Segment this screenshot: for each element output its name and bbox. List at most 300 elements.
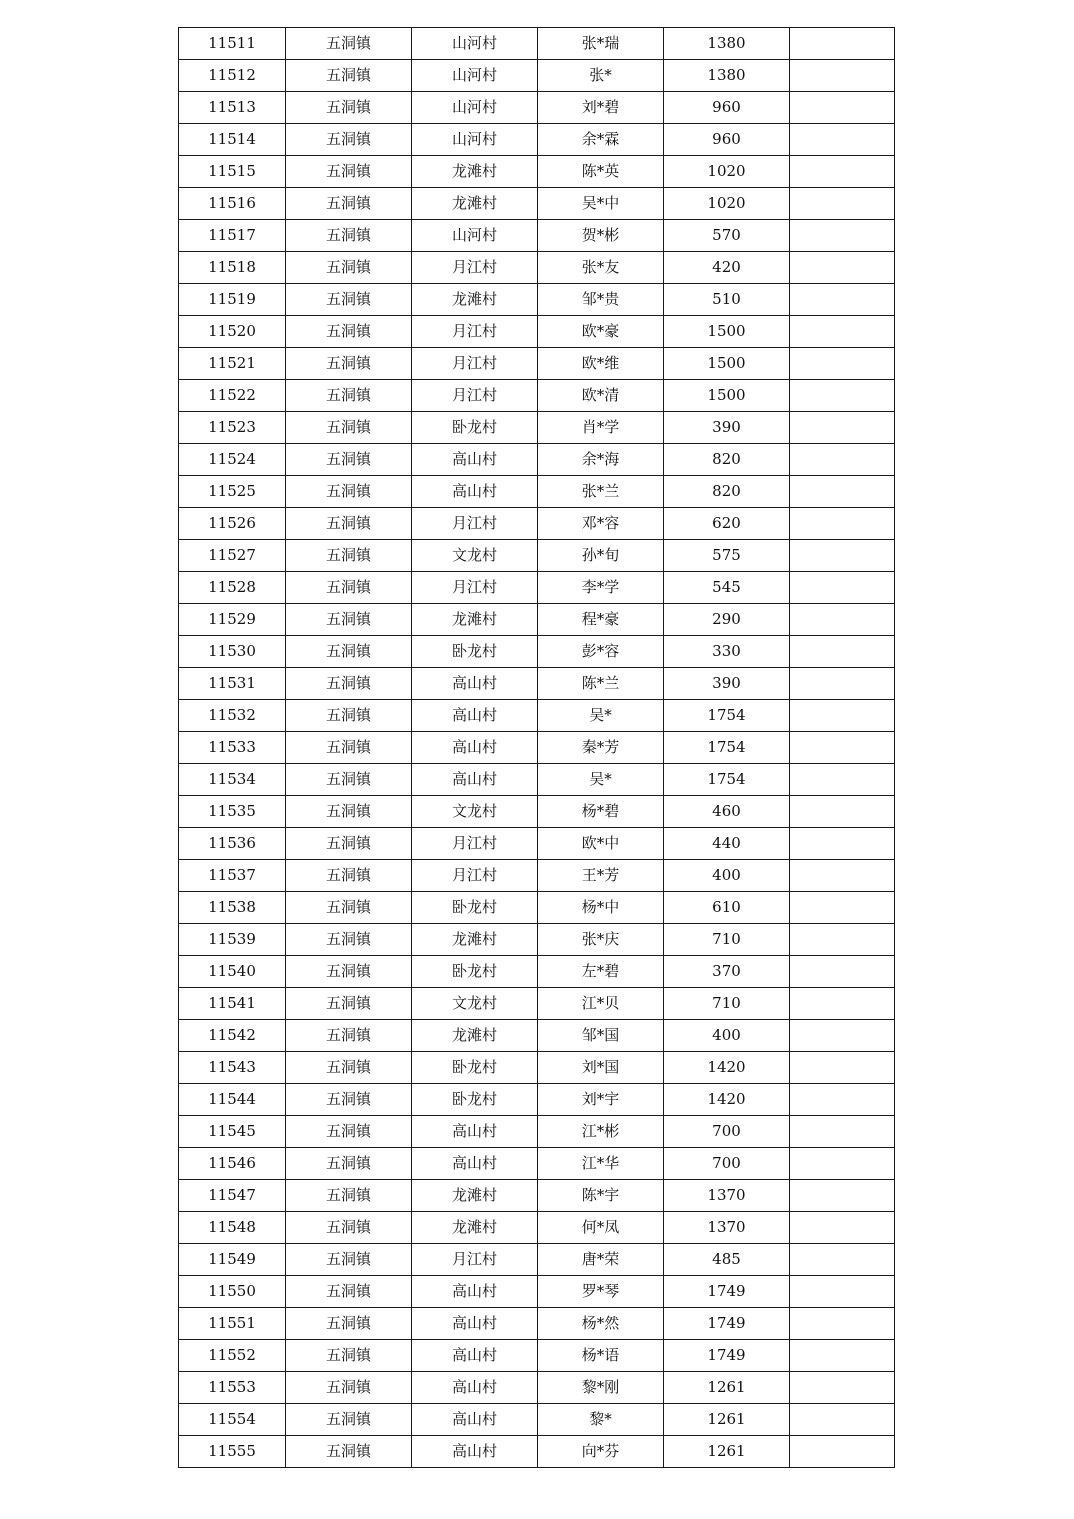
table-row [179,252,895,284]
table-row [179,1116,895,1148]
serial-number-cell: 11517 [179,220,286,252]
name-cell: 吴* [538,764,664,796]
village-cell: 高山村 [412,1436,538,1468]
village-cell: 高山村 [412,476,538,508]
name-cell: 黎*刚 [538,1372,664,1404]
serial-number-cell: 11551 [179,1308,286,1340]
town-cell: 五洞镇 [286,220,412,252]
remark-cell [790,1212,895,1244]
table-row [179,924,895,956]
remark-cell [790,988,895,1020]
name-cell: 张*友 [538,252,664,284]
serial-number-cell: 11545 [179,1116,286,1148]
town-cell: 五洞镇 [286,28,412,60]
table-row [179,860,895,892]
town-cell: 五洞镇 [286,380,412,412]
name-cell: 张*瑞 [538,28,664,60]
remark-cell [790,828,895,860]
table-row [179,444,895,476]
table-row [179,828,895,860]
village-cell: 龙滩村 [412,604,538,636]
table-row [179,316,895,348]
serial-number-cell: 11531 [179,668,286,700]
village-cell: 高山村 [412,1308,538,1340]
serial-number-cell: 11548 [179,1212,286,1244]
amount-cell: 1500 [664,380,790,412]
town-cell: 五洞镇 [286,476,412,508]
table-row [179,380,895,412]
name-cell: 欧*豪 [538,316,664,348]
amount-cell: 1370 [664,1212,790,1244]
name-cell: 邹*国 [538,1020,664,1052]
village-cell: 月江村 [412,252,538,284]
serial-number-cell: 11555 [179,1436,286,1468]
name-cell: 余*霖 [538,124,664,156]
name-cell: 肖*学 [538,412,664,444]
town-cell: 五洞镇 [286,60,412,92]
amount-cell: 710 [664,924,790,956]
village-cell: 月江村 [412,316,538,348]
serial-number-cell: 11527 [179,540,286,572]
village-cell: 高山村 [412,1148,538,1180]
roster-table [178,27,895,1468]
town-cell: 五洞镇 [286,1148,412,1180]
table-row [179,1148,895,1180]
village-cell: 月江村 [412,572,538,604]
table-row [179,348,895,380]
table-row [179,124,895,156]
town-cell: 五洞镇 [286,1084,412,1116]
village-cell: 高山村 [412,1404,538,1436]
amount-cell: 1020 [664,156,790,188]
village-cell: 月江村 [412,380,538,412]
name-cell: 黎* [538,1404,664,1436]
serial-number-cell: 11514 [179,124,286,156]
serial-number-cell: 11540 [179,956,286,988]
remark-cell [790,348,895,380]
amount-cell: 1754 [664,764,790,796]
village-cell: 卧龙村 [412,636,538,668]
serial-number-cell: 11533 [179,732,286,764]
village-cell: 月江村 [412,860,538,892]
amount-cell: 460 [664,796,790,828]
village-cell: 山河村 [412,60,538,92]
amount-cell: 290 [664,604,790,636]
town-cell: 五洞镇 [286,124,412,156]
town-cell: 五洞镇 [286,412,412,444]
table-row [179,284,895,316]
amount-cell: 400 [664,860,790,892]
remark-cell [790,444,895,476]
table-row [179,1372,895,1404]
table-row [179,1052,895,1084]
name-cell: 彭*容 [538,636,664,668]
table-row [179,1244,895,1276]
table-row [179,1308,895,1340]
name-cell: 江*华 [538,1148,664,1180]
amount-cell: 1749 [664,1308,790,1340]
serial-number-cell: 11511 [179,28,286,60]
town-cell: 五洞镇 [286,828,412,860]
village-cell: 高山村 [412,668,538,700]
village-cell: 月江村 [412,348,538,380]
town-cell: 五洞镇 [286,156,412,188]
remark-cell [790,1404,895,1436]
name-cell: 邹*贵 [538,284,664,316]
village-cell: 高山村 [412,732,538,764]
amount-cell: 1754 [664,700,790,732]
village-cell: 月江村 [412,508,538,540]
serial-number-cell: 11536 [179,828,286,860]
name-cell: 陈*兰 [538,668,664,700]
town-cell: 五洞镇 [286,188,412,220]
serial-number-cell: 11529 [179,604,286,636]
village-cell: 月江村 [412,1244,538,1276]
town-cell: 五洞镇 [286,252,412,284]
amount-cell: 1020 [664,188,790,220]
village-cell: 龙滩村 [412,1212,538,1244]
table-row [179,508,895,540]
town-cell: 五洞镇 [286,1436,412,1468]
serial-number-cell: 11528 [179,572,286,604]
town-cell: 五洞镇 [286,1308,412,1340]
town-cell: 五洞镇 [286,732,412,764]
roster-table-body [179,28,895,1468]
name-cell: 孙*旬 [538,540,664,572]
name-cell: 刘*国 [538,1052,664,1084]
table-row [179,796,895,828]
town-cell: 五洞镇 [286,700,412,732]
town-cell: 五洞镇 [286,636,412,668]
serial-number-cell: 11547 [179,1180,286,1212]
table-row [179,1084,895,1116]
town-cell: 五洞镇 [286,956,412,988]
remark-cell [790,604,895,636]
name-cell: 张* [538,60,664,92]
amount-cell: 700 [664,1148,790,1180]
amount-cell: 700 [664,1116,790,1148]
village-cell: 文龙村 [412,796,538,828]
village-cell: 高山村 [412,700,538,732]
serial-number-cell: 11538 [179,892,286,924]
name-cell: 江*贝 [538,988,664,1020]
table-row [179,1436,895,1468]
remark-cell [790,380,895,412]
village-cell: 卧龙村 [412,956,538,988]
remark-cell [790,1276,895,1308]
amount-cell: 960 [664,92,790,124]
remark-cell [790,1148,895,1180]
amount-cell: 390 [664,412,790,444]
table-row [179,572,895,604]
remark-cell [790,1372,895,1404]
town-cell: 五洞镇 [286,1052,412,1084]
town-cell: 五洞镇 [286,508,412,540]
remark-cell [790,124,895,156]
village-cell: 卧龙村 [412,1052,538,1084]
name-cell: 唐*荣 [538,1244,664,1276]
amount-cell: 330 [664,636,790,668]
serial-number-cell: 11516 [179,188,286,220]
town-cell: 五洞镇 [286,1372,412,1404]
serial-number-cell: 11537 [179,860,286,892]
name-cell: 杨*语 [538,1340,664,1372]
amount-cell: 1370 [664,1180,790,1212]
remark-cell [790,764,895,796]
name-cell: 杨*然 [538,1308,664,1340]
remark-cell [790,220,895,252]
remark-cell [790,700,895,732]
serial-number-cell: 11523 [179,412,286,444]
amount-cell: 1420 [664,1084,790,1116]
amount-cell: 575 [664,540,790,572]
serial-number-cell: 11520 [179,316,286,348]
amount-cell: 1380 [664,28,790,60]
remark-cell [790,188,895,220]
name-cell: 贺*彬 [538,220,664,252]
village-cell: 卧龙村 [412,412,538,444]
name-cell: 欧*中 [538,828,664,860]
name-cell: 吴*中 [538,188,664,220]
amount-cell: 1261 [664,1436,790,1468]
amount-cell: 1754 [664,732,790,764]
town-cell: 五洞镇 [286,92,412,124]
name-cell: 刘*碧 [538,92,664,124]
remark-cell [790,1180,895,1212]
amount-cell: 1749 [664,1340,790,1372]
town-cell: 五洞镇 [286,1404,412,1436]
table-row [179,220,895,252]
village-cell: 文龙村 [412,540,538,572]
name-cell: 张*兰 [538,476,664,508]
town-cell: 五洞镇 [286,1116,412,1148]
amount-cell: 1420 [664,1052,790,1084]
amount-cell: 510 [664,284,790,316]
remark-cell [790,668,895,700]
name-cell: 张*庆 [538,924,664,956]
serial-number-cell: 11518 [179,252,286,284]
table-row [179,188,895,220]
amount-cell: 1500 [664,348,790,380]
town-cell: 五洞镇 [286,540,412,572]
serial-number-cell: 11512 [179,60,286,92]
village-cell: 龙滩村 [412,1180,538,1212]
village-cell: 龙滩村 [412,284,538,316]
serial-number-cell: 11550 [179,1276,286,1308]
amount-cell: 820 [664,476,790,508]
village-cell: 山河村 [412,124,538,156]
table-row [179,1180,895,1212]
amount-cell: 1380 [664,60,790,92]
village-cell: 山河村 [412,220,538,252]
remark-cell [790,572,895,604]
table-row [179,156,895,188]
serial-number-cell: 11549 [179,1244,286,1276]
town-cell: 五洞镇 [286,988,412,1020]
serial-number-cell: 11519 [179,284,286,316]
serial-number-cell: 11544 [179,1084,286,1116]
amount-cell: 960 [664,124,790,156]
serial-number-cell: 11513 [179,92,286,124]
amount-cell: 610 [664,892,790,924]
amount-cell: 545 [664,572,790,604]
village-cell: 高山村 [412,1340,538,1372]
remark-cell [790,892,895,924]
town-cell: 五洞镇 [286,1244,412,1276]
village-cell: 高山村 [412,764,538,796]
town-cell: 五洞镇 [286,572,412,604]
town-cell: 五洞镇 [286,1180,412,1212]
serial-number-cell: 11546 [179,1148,286,1180]
name-cell: 王*芳 [538,860,664,892]
name-cell: 江*彬 [538,1116,664,1148]
name-cell: 秦*芳 [538,732,664,764]
serial-number-cell: 11526 [179,508,286,540]
name-cell: 欧*清 [538,380,664,412]
name-cell: 余*海 [538,444,664,476]
remark-cell [790,284,895,316]
remark-cell [790,860,895,892]
village-cell: 山河村 [412,92,538,124]
serial-number-cell: 11532 [179,700,286,732]
serial-number-cell: 11525 [179,476,286,508]
town-cell: 五洞镇 [286,1340,412,1372]
village-cell: 龙滩村 [412,924,538,956]
town-cell: 五洞镇 [286,604,412,636]
amount-cell: 570 [664,220,790,252]
amount-cell: 440 [664,828,790,860]
remark-cell [790,796,895,828]
village-cell: 卧龙村 [412,892,538,924]
name-cell: 刘*宇 [538,1084,664,1116]
table-row [179,1212,895,1244]
village-cell: 高山村 [412,1372,538,1404]
serial-number-cell: 11553 [179,1372,286,1404]
town-cell: 五洞镇 [286,1212,412,1244]
table-row [179,412,895,444]
remark-cell [790,1020,895,1052]
name-cell: 程*豪 [538,604,664,636]
table-row [179,892,895,924]
remark-cell [790,956,895,988]
amount-cell: 420 [664,252,790,284]
amount-cell: 820 [664,444,790,476]
serial-number-cell: 11542 [179,1020,286,1052]
town-cell: 五洞镇 [286,764,412,796]
serial-number-cell: 11552 [179,1340,286,1372]
remark-cell [790,540,895,572]
amount-cell: 1749 [664,1276,790,1308]
name-cell: 李*学 [538,572,664,604]
table-row [179,956,895,988]
amount-cell: 1500 [664,316,790,348]
remark-cell [790,1116,895,1148]
amount-cell: 390 [664,668,790,700]
table-row [179,1020,895,1052]
village-cell: 高山村 [412,1116,538,1148]
serial-number-cell: 11541 [179,988,286,1020]
name-cell: 杨*中 [538,892,664,924]
remark-cell [790,508,895,540]
name-cell: 何*凤 [538,1212,664,1244]
village-cell: 龙滩村 [412,188,538,220]
remark-cell [790,924,895,956]
amount-cell: 620 [664,508,790,540]
serial-number-cell: 11530 [179,636,286,668]
table-row [179,540,895,572]
serial-number-cell: 11522 [179,380,286,412]
table-row [179,476,895,508]
serial-number-cell: 11535 [179,796,286,828]
remark-cell [790,60,895,92]
remark-cell [790,412,895,444]
table-row [179,732,895,764]
amount-cell: 400 [664,1020,790,1052]
table-row [179,636,895,668]
town-cell: 五洞镇 [286,1276,412,1308]
remark-cell [790,732,895,764]
amount-cell: 1261 [664,1372,790,1404]
name-cell: 陈*英 [538,156,664,188]
village-cell: 文龙村 [412,988,538,1020]
name-cell: 吴* [538,700,664,732]
serial-number-cell: 11521 [179,348,286,380]
remark-cell [790,1308,895,1340]
amount-cell: 1261 [664,1404,790,1436]
village-cell: 卧龙村 [412,1084,538,1116]
town-cell: 五洞镇 [286,284,412,316]
remark-cell [790,1340,895,1372]
town-cell: 五洞镇 [286,1020,412,1052]
village-cell: 龙滩村 [412,1020,538,1052]
remark-cell [790,92,895,124]
name-cell: 罗*琴 [538,1276,664,1308]
table-row [179,700,895,732]
village-cell: 山河村 [412,28,538,60]
name-cell: 杨*碧 [538,796,664,828]
amount-cell: 370 [664,956,790,988]
remark-cell [790,252,895,284]
remark-cell [790,1436,895,1468]
town-cell: 五洞镇 [286,348,412,380]
town-cell: 五洞镇 [286,796,412,828]
table-row [179,604,895,636]
table-row [179,668,895,700]
table-row [179,92,895,124]
serial-number-cell: 11539 [179,924,286,956]
amount-cell: 485 [664,1244,790,1276]
table-row [179,988,895,1020]
table-row [179,1276,895,1308]
remark-cell [790,316,895,348]
serial-number-cell: 11543 [179,1052,286,1084]
name-cell: 邓*容 [538,508,664,540]
village-cell: 龙滩村 [412,156,538,188]
name-cell: 左*碧 [538,956,664,988]
name-cell: 向*芬 [538,1436,664,1468]
remark-cell [790,636,895,668]
remark-cell [790,1052,895,1084]
town-cell: 五洞镇 [286,316,412,348]
serial-number-cell: 11515 [179,156,286,188]
town-cell: 五洞镇 [286,444,412,476]
remark-cell [790,156,895,188]
table-row [179,1340,895,1372]
town-cell: 五洞镇 [286,668,412,700]
amount-cell: 710 [664,988,790,1020]
serial-number-cell: 11534 [179,764,286,796]
town-cell: 五洞镇 [286,860,412,892]
